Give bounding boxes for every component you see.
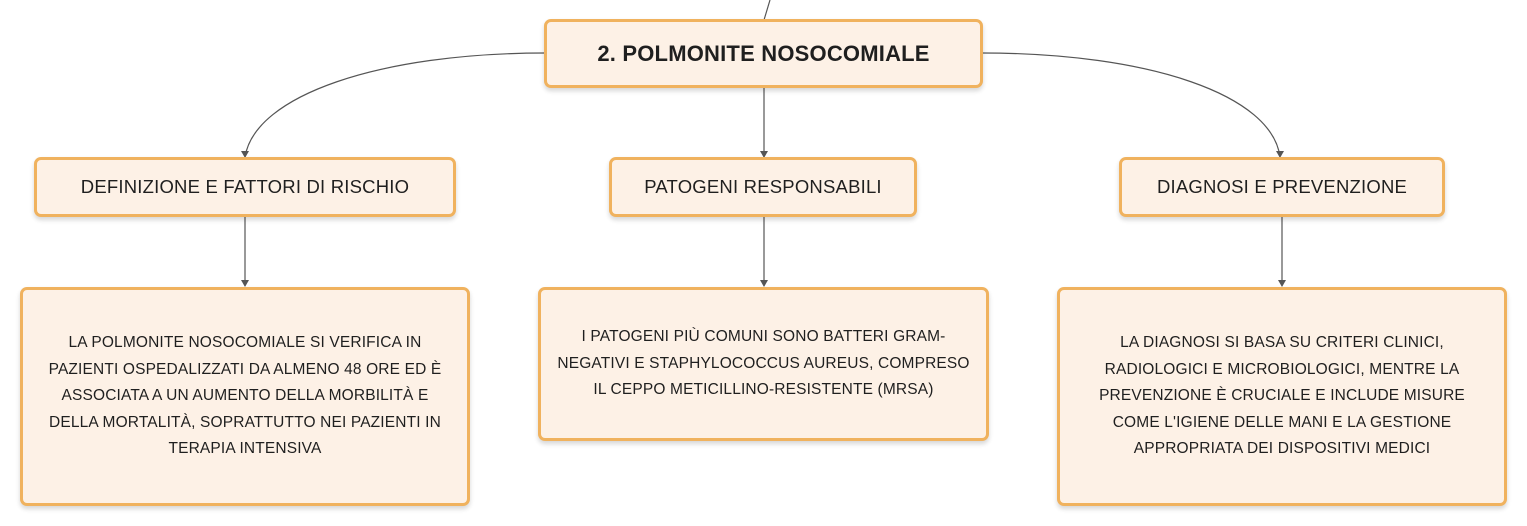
connector-from-parent — [764, 0, 770, 20]
detail-line: ASSOCIATA A UN AUMENTO DELLA MORBILITÀ E — [61, 387, 429, 405]
branch-node-patogeni[interactable] — [609, 157, 917, 217]
detail-line: TERAPIA INTENSIVA — [168, 440, 322, 458]
branch-node-diagnosi[interactable] — [1119, 157, 1445, 217]
detail-line: COME L'IGIENE DELLE MANI E LA GESTIONE — [1112, 413, 1452, 431]
connector-root-to-definizione — [245, 53, 545, 157]
detail-line: DELLA MORTALITÀ, SOPRATTUTTO NEI PAZIENTI IN — [49, 413, 441, 431]
detail-text — [557, 324, 969, 404]
root-node-label: 2. POLMONITE NOSOCOMIALE — [597, 40, 930, 66]
detail-line: NEGATIVI E STAPHYLOCOCCUS AUREUS, COMPRESO — [557, 354, 970, 372]
connector-root-to-diagnosi — [982, 53, 1280, 157]
arrowhead-icon — [1278, 280, 1286, 287]
branch-node-label: PATOGENI RESPONSABILI — [644, 176, 882, 197]
detail-line: LA POLMONITE NOSOCOMIALE SI VERIFICA IN — [68, 334, 422, 352]
detail-node-definizione[interactable] — [20, 287, 470, 506]
detail-line: RADIOLOGICI E MICROBIOLOGICI, MENTRE LA — [1104, 360, 1460, 378]
detail-node-patogeni[interactable] — [538, 287, 989, 441]
detail-text — [1099, 330, 1465, 463]
branch-node-label: DIAGNOSI E PREVENZIONE — [1156, 176, 1408, 197]
root-node[interactable] — [544, 19, 983, 88]
arrowhead-icon — [760, 280, 768, 287]
detail-line: APPROPRIATA DEI DISPOSITIVI MEDICI — [1133, 440, 1431, 458]
detail-node-diagnosi[interactable] — [1057, 287, 1507, 506]
branch-node-definizione[interactable] — [34, 157, 456, 217]
detail-text — [49, 330, 442, 463]
detail-line: PREVENZIONE È CRUCIALE E INCLUDE MISURE — [1099, 387, 1465, 405]
detail-line: PAZIENTI OSPEDALIZZATI DA ALMENO 48 ORE ED È — [48, 360, 442, 378]
detail-line: I PATOGENI PIÙ COMUNI SONO BATTERI GRAM- — [581, 328, 946, 346]
branch-node-label: DEFINIZIONE E FATTORI DI RISCHIO — [80, 176, 410, 197]
detail-line: IL CEPPO METICILLINO-RESISTENTE (MRSA) — [593, 381, 934, 399]
arrowhead-icon — [241, 280, 249, 287]
detail-line: LA DIAGNOSI SI BASA SU CRITERI CLINICI, — [1120, 334, 1444, 352]
